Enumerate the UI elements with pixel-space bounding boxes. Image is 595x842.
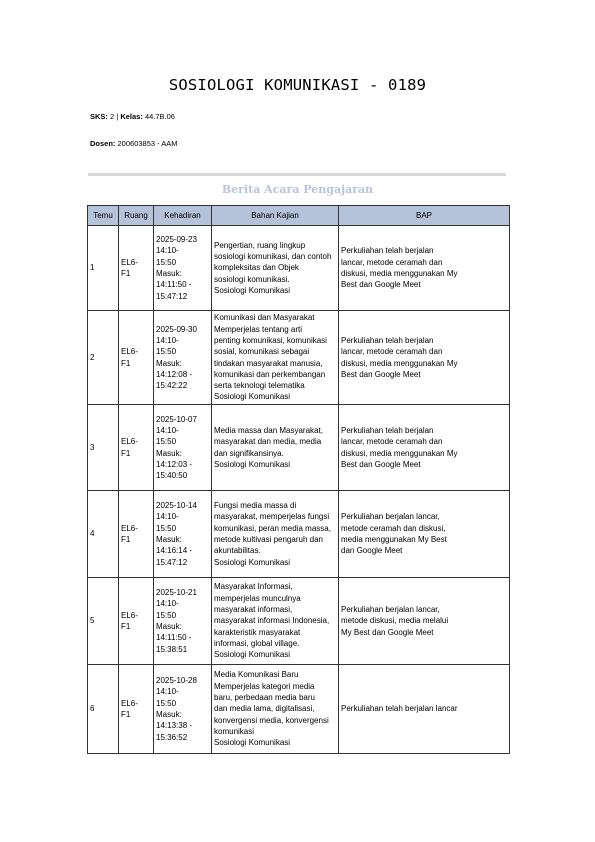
ruang-line: F1 (121, 622, 131, 631)
meta-separator: | (116, 112, 119, 121)
bap-line: Best dan Google Meet (341, 459, 421, 469)
bap-line: diskusi, media menggunakan My (341, 358, 458, 368)
cell-ruang (119, 226, 154, 311)
cell-bap (339, 665, 510, 754)
bahan-kajian-line: Memperjelas kategori media (214, 681, 315, 691)
bap-line: Perkuliahan telah berjalan (341, 246, 434, 256)
bahan-kajian-line: masyarakat informasi, (214, 605, 293, 615)
bahan-kajian-line: Sosiologi Komunikasi (214, 557, 291, 567)
bahan-kajian-line: dan signifikansinya. (214, 448, 284, 458)
bahan-kajian-line: informasi, global village. (214, 638, 300, 648)
cell-temu (88, 226, 119, 311)
cell-kehadiran (154, 491, 212, 578)
lecturer-info (90, 139, 178, 148)
bap-line: Best dan Google Meet (341, 369, 421, 379)
ruang-line: F1 (121, 358, 131, 368)
sks-value: 2 (110, 112, 115, 121)
temu-number: 5 (90, 616, 95, 626)
bahan-kajian-line: Masyarakat Informasi, (214, 582, 293, 592)
bap-line: metode ceramah dan diskusi, (341, 523, 446, 533)
bap-line: diskusi, media menggunakan My (341, 448, 458, 458)
column-header-bap: BAP (339, 206, 510, 226)
cell-ruang (119, 311, 154, 405)
bap-line: diskusi, media menggunakan My (341, 269, 458, 278)
cell-bap (339, 226, 510, 311)
column-header-kehadiran: Kehadiran (154, 206, 212, 226)
bahan-kajian-line: Sosiologi Komunikasi (214, 392, 291, 402)
bap-line: Perkuliahan telah berjalan (341, 335, 434, 345)
cell-bahan-kajian (212, 226, 339, 311)
bahan-kajian-line: Komunikasi dan Masyarakat (214, 313, 315, 323)
course-meta (90, 112, 175, 121)
bahan-kajian-line: baru, perbedaan media baru (214, 693, 315, 703)
kelas-value: 44.7B.06 (144, 112, 175, 121)
kehadiran-line: Masuk: (156, 710, 182, 719)
table-row (88, 405, 510, 491)
kehadiran-line: 14:16:14 - (156, 546, 193, 556)
cell-temu (88, 491, 119, 578)
bap-line: Perkuliahan telah berjalan lancar (341, 704, 458, 714)
cell-temu (88, 405, 119, 491)
temu-number: 1 (90, 263, 95, 273)
bap-line: metode diskusi, media melalui (341, 616, 449, 626)
bap-line: lancar, metode ceramah dan (341, 437, 443, 447)
kehadiran-line: 14:11:50 - (156, 280, 192, 290)
kehadiran-line: 15:50 (156, 610, 177, 620)
ruang-line: EL6- (121, 610, 138, 620)
table-row (88, 226, 510, 311)
ruang-line: EL6- (121, 257, 138, 267)
cell-bap (339, 578, 510, 665)
kehadiran-line: Masuk: (156, 358, 182, 368)
bap-line: Perkuliahan berjalan lancar, (341, 605, 440, 615)
kehadiran-line: Masuk: (156, 448, 182, 458)
kehadiran-line: 15:50 (156, 257, 177, 267)
bahan-kajian-line: Media Komunikasi Baru (214, 670, 299, 680)
kehadiran-line: 2025-10-21 (156, 588, 197, 598)
cell-kehadiran (154, 405, 212, 491)
kehadiran-line: 15:47:12 (156, 291, 188, 301)
cell-bahan-kajian (212, 578, 339, 665)
bahan-kajian-line: Sosiologi Komunikasi (214, 285, 291, 295)
bap-line: Best dan Google Meet (341, 280, 421, 290)
temu-number: 3 (90, 442, 95, 452)
kehadiran-line: 2025-10-14 (156, 501, 197, 511)
kehadiran-line: 15:50 (156, 523, 177, 533)
bahan-kajian-line: sosial, komunikasi sebagai (214, 347, 310, 357)
bahan-kajian-line: Sosiologi Komunikasi (214, 459, 291, 469)
bahan-kajian-line: sosiologi komunikasi, dan contoh (214, 252, 332, 262)
bahan-kajian-line: tindakan masyarakat manusia, (214, 358, 323, 368)
column-header-temu: Temu (88, 206, 119, 226)
bap-table (87, 205, 510, 754)
cell-ruang (119, 491, 154, 578)
table-row (88, 311, 510, 405)
kehadiran-line: 15:40:50 (156, 471, 188, 481)
cell-ruang (119, 405, 154, 491)
bahan-kajian-line: masyarakat, memperjelas fungsi (214, 512, 330, 522)
bap-line: media menggunakan My Best (341, 535, 447, 544)
bahan-kajian-line: karakteristik masyarakat (214, 627, 301, 637)
cell-kehadiran (154, 665, 212, 754)
ruang-line: F1 (121, 448, 131, 458)
kehadiran-line: 15:50 (156, 698, 177, 708)
kehadiran-line: 14:12:03 - (156, 459, 193, 469)
bahan-kajian-line: komunikasi, peran media massa, (214, 523, 331, 533)
kehadiran-line: 14:11:50 - (156, 633, 192, 643)
kehadiran-line: 15:36:52 (156, 732, 188, 742)
kehadiran-line: 14:10- (156, 246, 179, 256)
dosen-value: 200603853 - AAM (117, 139, 178, 148)
cell-bap (339, 491, 510, 578)
kehadiran-line: 15:50 (156, 437, 177, 447)
kehadiran-line: Masuk: (156, 622, 182, 631)
bahan-kajian-line: Fungsi media massa di (214, 501, 297, 511)
cell-bap (339, 405, 510, 491)
cell-bap (339, 311, 510, 405)
kehadiran-line: 2025-09-23 (156, 235, 197, 245)
kehadiran-line: 15:42:22 (156, 381, 188, 391)
ruang-line: F1 (121, 535, 131, 544)
kehadiran-line: 14:10- (156, 687, 179, 697)
section-title: Berita Acara Pengajaran (221, 183, 374, 196)
cell-ruang (119, 665, 154, 754)
kehadiran-line: 14:10- (156, 425, 179, 435)
ruang-line: F1 (121, 710, 131, 719)
bahan-kajian-line: dan media lama, digitalisasi, (214, 704, 315, 714)
kehadiran-line: 14:10- (156, 512, 179, 522)
cell-temu (88, 578, 119, 665)
bap-line: Perkuliahan telah berjalan (341, 425, 434, 435)
bahan-kajian-line: masyarakat informasi Indonesia, (214, 616, 330, 626)
bahan-kajian-line: memperjelas munculnya (214, 593, 301, 603)
kehadiran-line: Masuk: (156, 269, 182, 278)
bap-line: lancar, metode ceramah dan (341, 257, 443, 267)
bahan-kajian-line: Pengertian, ruang lingkup (214, 240, 306, 250)
bahan-kajian-line: Memperjelas tentang arti (214, 324, 303, 334)
bahan-kajian-line: kompleksitas dan Objek (214, 263, 299, 273)
ruang-line: EL6- (121, 347, 138, 357)
cell-temu (88, 665, 119, 754)
ruang-line: EL6- (121, 523, 138, 533)
bahan-kajian-line: komunikasi dan perkembangan (214, 369, 326, 379)
kehadiran-line: 14:12:08 - (156, 369, 193, 379)
kehadiran-line: Masuk: (156, 535, 182, 544)
bap-line: lancar, metode ceramah dan (341, 347, 443, 357)
column-header-bahan-kajian: Bahan Kajian (212, 206, 339, 226)
kehadiran-line: 15:47:12 (156, 557, 188, 567)
bahan-kajian-line: serta teknologi telematika (214, 381, 305, 391)
kehadiran-line: 15:38:51 (156, 644, 188, 654)
table-row (88, 665, 510, 754)
bahan-kajian-line: masyarakat dan media, media (214, 437, 322, 447)
kelas-label: Kelas: (120, 112, 143, 121)
kehadiran-line: 14:10- (156, 599, 179, 609)
ruang-line: F1 (121, 269, 131, 278)
table-header-row (88, 206, 510, 226)
cell-bahan-kajian (212, 491, 339, 578)
bahan-kajian-line: konvergensi media, konvergensi (214, 715, 329, 725)
bap-line: Perkuliahan berjalan lancar, (341, 512, 440, 522)
bahan-kajian-line: penting komunikasi, komunikasi (214, 335, 327, 345)
ruang-line: EL6- (121, 437, 138, 447)
cell-bahan-kajian (212, 665, 339, 754)
kehadiran-line: 2025-09-30 (156, 324, 197, 334)
cell-bahan-kajian (212, 405, 339, 491)
cell-bahan-kajian (212, 311, 339, 405)
ruang-line: EL6- (121, 698, 138, 708)
kehadiran-line: 2025-10-28 (156, 676, 197, 686)
table-row (88, 491, 510, 578)
kehadiran-line: 15:50 (156, 347, 177, 357)
cell-kehadiran (154, 578, 212, 665)
kehadiran-line: 14:10- (156, 335, 179, 345)
section-divider (88, 173, 506, 176)
temu-number: 6 (90, 704, 95, 714)
bahan-kajian-line: Sosiologi Komunikasi (214, 650, 291, 660)
bahan-kajian-line: komunikasi (214, 726, 255, 736)
cell-kehadiran (154, 311, 212, 405)
bap-line: dan Google Meet (341, 546, 403, 556)
dosen-label: Dosen: (90, 139, 116, 148)
bahan-kajian-line: Sosiologi Komunikasi (214, 738, 291, 748)
bap-line: My Best dan Google Meet (341, 627, 434, 637)
table-row (88, 578, 510, 665)
cell-ruang (119, 578, 154, 665)
bahan-kajian-line: akuntabilitas. (214, 546, 261, 556)
sks-label: SKS: (90, 112, 108, 121)
bahan-kajian-line: Media massa dan Masyarakat, (214, 425, 323, 435)
bahan-kajian-line: sosiologi komunikasi. (214, 274, 290, 284)
course-title: SOSIOLOGI KOMUNIKASI - 0189 (168, 76, 427, 94)
cell-kehadiran (154, 226, 212, 311)
temu-number: 4 (90, 529, 95, 539)
cell-temu (88, 311, 119, 405)
temu-number: 2 (90, 352, 95, 362)
kehadiran-line: 14:13:38 - (156, 721, 193, 731)
bahan-kajian-line: metode kultivasi pengaruh dan (214, 535, 323, 544)
column-header-ruang: Ruang (119, 206, 154, 226)
kehadiran-line: 2025-10-07 (156, 414, 197, 424)
